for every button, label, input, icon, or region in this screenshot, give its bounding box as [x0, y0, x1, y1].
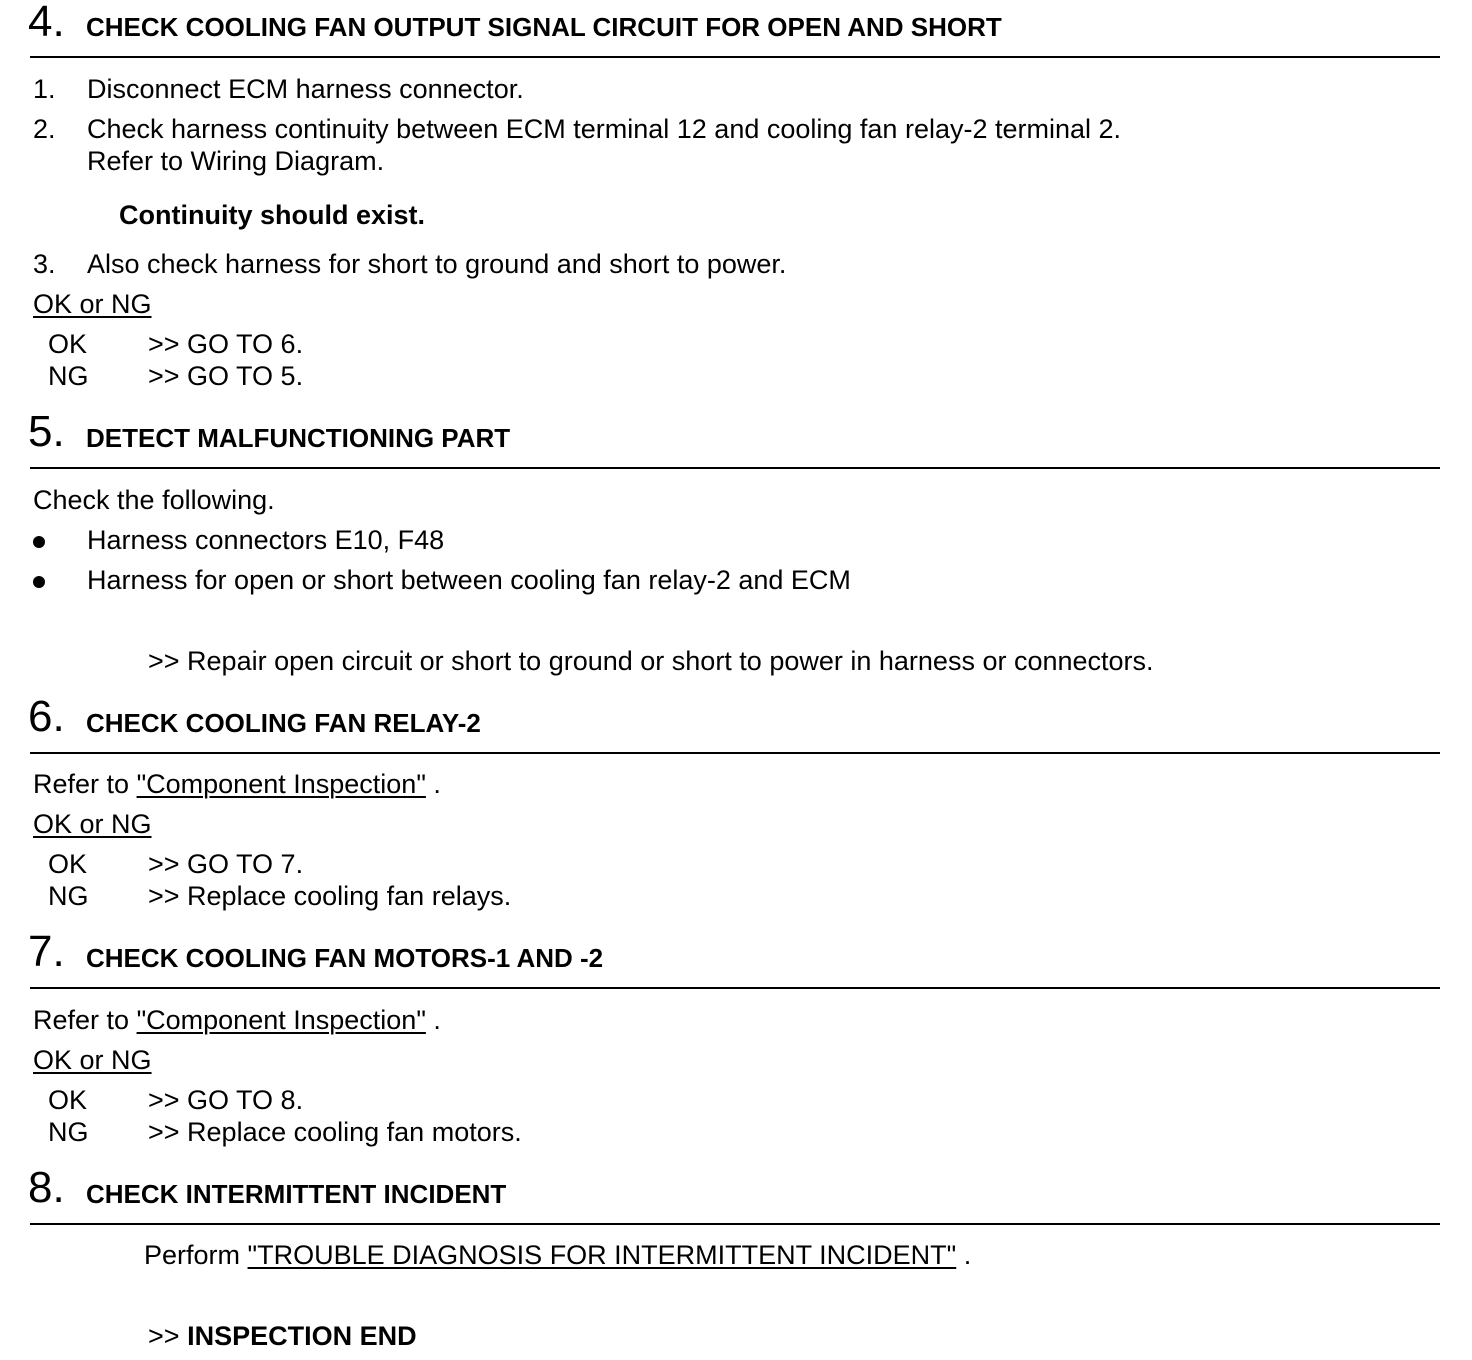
step-number: 1. — [33, 74, 56, 104]
result-key-ng: NG — [48, 881, 89, 911]
section-7-title: CHECK COOLING FAN MOTORS-1 AND -2 — [86, 943, 604, 973]
refer-prefix: Refer to — [33, 769, 130, 799]
section-4-divider — [30, 56, 1440, 58]
bullet-icon — [33, 576, 45, 588]
result-key-ok: OK — [48, 1085, 88, 1115]
result-key-ng: NG — [48, 361, 89, 391]
result-action-ng: >> Replace cooling fan relays. — [148, 881, 512, 911]
section-6-title: CHECK COOLING FAN RELAY-2 — [86, 708, 481, 738]
continuity-note: Continuity should exist. — [119, 200, 426, 230]
section-5-number: 5. — [28, 407, 65, 456]
step-number: 2. — [33, 114, 56, 144]
perform-line — [144, 1239, 971, 1271]
bullet-text: Harness for open or short between cooling fan relay-2 and ECM — [87, 565, 851, 595]
result-key-ok: OK — [48, 849, 88, 879]
intermittent-incident-link[interactable]: "TROUBLE DIAGNOSIS FOR INTERMITTENT INCIDENT" — [247, 1240, 957, 1270]
check-intro: Check the following. — [33, 485, 275, 515]
section-7-divider — [30, 987, 1440, 989]
perform-prefix: Perform — [144, 1240, 241, 1270]
component-inspection-link[interactable]: "Component Inspection" — [136, 1005, 426, 1035]
refer-line — [33, 1004, 441, 1036]
ok-or-ng-label: OK or NG — [33, 1045, 152, 1075]
result-action-ng: >> Replace cooling fan motors. — [148, 1117, 522, 1147]
refer-line — [33, 768, 441, 800]
inspection-end-text: INSPECTION END — [187, 1321, 417, 1351]
step-number: 3. — [33, 249, 56, 279]
section-5-divider — [30, 467, 1440, 469]
step-text: Disconnect ECM harness connector. — [87, 74, 524, 104]
result-action-ok: >> GO TO 7. — [148, 849, 304, 879]
refer-suffix: . — [433, 1005, 441, 1035]
ok-or-ng-label: OK or NG — [33, 809, 152, 839]
bullet-icon — [33, 536, 45, 548]
repair-action: >> Repair open circuit or short to ground or short to power in harness or connectors. — [148, 646, 1154, 676]
component-inspection-link[interactable]: "Component Inspection" — [136, 769, 426, 799]
section-6-number: 6. — [28, 692, 65, 741]
inspection-end — [148, 1320, 417, 1352]
result-key-ng: NG — [48, 1117, 89, 1147]
section-4-title: CHECK COOLING FAN OUTPUT SIGNAL CIRCUIT FOR OPEN AND SHORT — [86, 12, 1002, 42]
section-8-number: 8. — [28, 1163, 65, 1212]
refer-suffix: . — [433, 769, 441, 799]
refer-prefix: Refer to — [33, 1005, 130, 1035]
section-4-number: 4. — [28, 0, 65, 46]
section-8-title: CHECK INTERMITTENT INCIDENT — [86, 1179, 507, 1209]
section-5-title: DETECT MALFUNCTIONING PART — [86, 423, 511, 453]
ok-or-ng-label: OK or NG — [33, 289, 152, 319]
result-action-ng: >> GO TO 5. — [148, 361, 304, 391]
section-7-number: 7. — [28, 927, 65, 976]
section-6-divider — [30, 752, 1440, 754]
perform-suffix: . — [963, 1240, 972, 1270]
step-text-continued: Refer to Wiring Diagram. — [87, 146, 385, 176]
section-8-divider — [30, 1223, 1440, 1225]
result-key-ok: OK — [48, 329, 88, 359]
inspection-end-prefix: >> — [148, 1321, 180, 1351]
result-action-ok: >> GO TO 8. — [148, 1085, 304, 1115]
bullet-text: Harness connectors E10, F48 — [87, 525, 445, 555]
step-text: Check harness continuity between ECM terminal 12 and cooling fan relay-2 terminal 2. — [87, 114, 1122, 144]
step-text: Also check harness for short to ground and short to power. — [87, 249, 787, 279]
result-action-ok: >> GO TO 6. — [148, 329, 304, 359]
